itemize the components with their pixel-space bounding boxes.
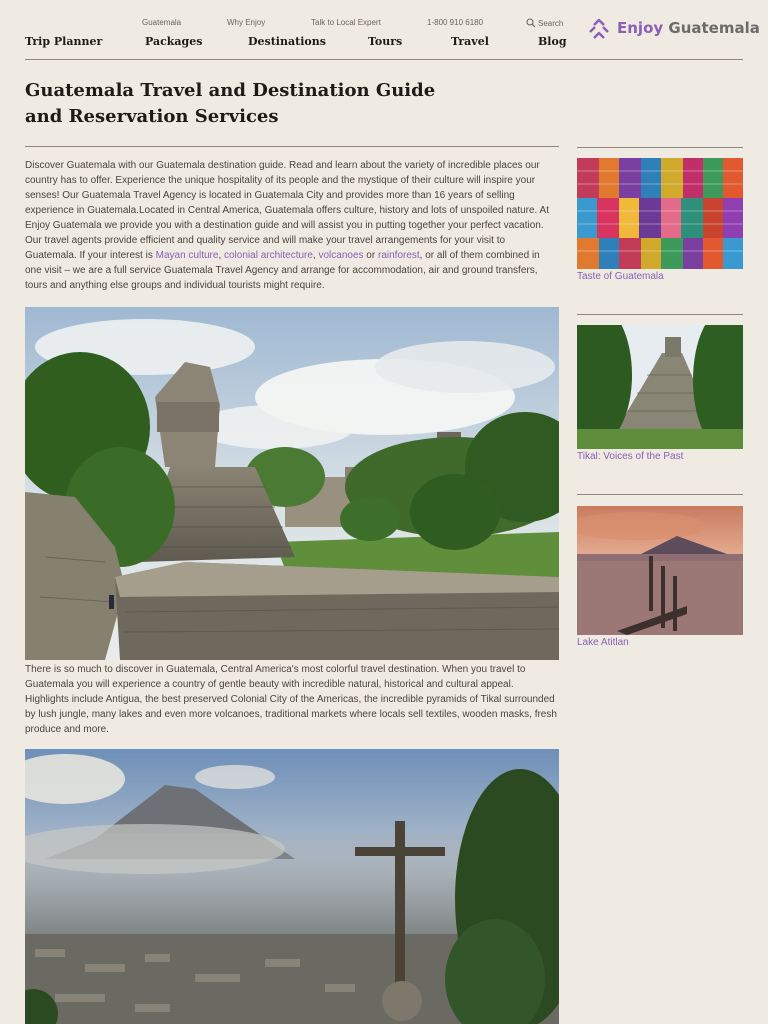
nav-destinations[interactable]: Destinations (248, 35, 326, 48)
search-icon (526, 18, 536, 28)
sidebar-divider (577, 147, 743, 148)
intro-text-1: Discover Guatemala with our Guatemala destination guide. Read and learn about the variety of incredible places our country has to offer. Experience the unique hospitality of its people and the mystique of their culture will inspire your senses! Our Guatemala Travel Agency is located in Guatemala City and provides more than 16 years of selling experience in Guatemala.Located in Central America, Guatemala offers culture, history and lots of unspoiled nature. At Enjoy Guatemala we provide you with a destination guide and will assist you in putting together your perfect vacation. Our travel agents provide efficient and quality service and will make your travel arrangements for your visit to Guatemala. If your interest is (25, 160, 549, 261)
site-logo[interactable] (587, 16, 760, 40)
second-paragraph: There is so much to discover in Guatemala, Central America's most colorful travel destination. When you travel to Guatemala you will experience a country of gentle beauty with incredible natural, historical and cultural appeal. Highlights include Antigua, the best preserved Colonial City of the Americas, the incredible pyramids of Tikal surrounded by lush jungle, many lakes and even more volcanoes, traditional markets where locals sell textiles, wooden masks, fresh produce and more. (25, 664, 557, 735)
sidebar-caption-lake-atitlan[interactable]: Lake Atitlan (577, 637, 629, 648)
sidebar-caption-textiles[interactable]: Taste of Guatemala (577, 271, 664, 282)
site-header (25, 0, 760, 60)
util-link-talk-to-expert[interactable]: Talk to Local Expert (311, 18, 381, 27)
logo-text (617, 19, 760, 37)
nav-travel[interactable]: Travel (451, 35, 489, 48)
link-mayan-culture[interactable]: Mayan culture (155, 250, 219, 261)
nav-blog[interactable]: Blog (538, 35, 567, 48)
logo-word-1: Enjoy (617, 19, 664, 37)
sidebar-caption-tikal[interactable]: Tikal: Voices of the Past (577, 451, 684, 462)
intro-text-2: , or all of them combined in one visit – we are a full service Guatemala Travel Agency and arrange for accommodation, air and ground transfers, tours and anything else groups and individual tourists might require. (25, 250, 540, 291)
util-link-phone[interactable]: 1-800 910 6180 (427, 18, 484, 27)
intro-sep-2: , (312, 250, 319, 261)
page-title: Guatemala Travel and Destination Guide and Reservation Services (25, 80, 436, 127)
divider (25, 146, 559, 147)
link-volcanoes[interactable]: volcanoes (318, 250, 364, 261)
link-colonial-architecture[interactable]: colonial architecture (224, 250, 313, 261)
sidebar-photo-tikal[interactable] (577, 325, 743, 449)
search-button[interactable] (526, 18, 563, 28)
sidebar-photo-lake-atitlan[interactable] (577, 506, 743, 635)
intro-paragraph (25, 158, 559, 293)
util-link-guatemala[interactable]: Guatemala (142, 18, 182, 27)
nav-tours[interactable]: Tours (368, 35, 403, 48)
link-rainforest[interactable]: rainforest (377, 250, 420, 261)
util-link-why-enjoy[interactable]: Why Enjoy (227, 18, 266, 27)
nav-trip-planner[interactable]: Trip Planner (25, 35, 103, 48)
antigua-cross-photo (25, 749, 559, 1024)
tikal-temple-photo (25, 307, 559, 660)
nav-packages[interactable]: Packages (145, 35, 203, 48)
sidebar-divider (577, 494, 743, 495)
sidebar-photo-textiles[interactable] (577, 158, 743, 269)
search-label: Search (538, 18, 564, 28)
logo-word-2: Guatemala (668, 19, 760, 37)
intro-sep-1: , (218, 250, 224, 261)
intro-sep-3: or (363, 250, 378, 261)
logo-mark-icon (587, 16, 611, 40)
sidebar-divider (577, 314, 743, 315)
